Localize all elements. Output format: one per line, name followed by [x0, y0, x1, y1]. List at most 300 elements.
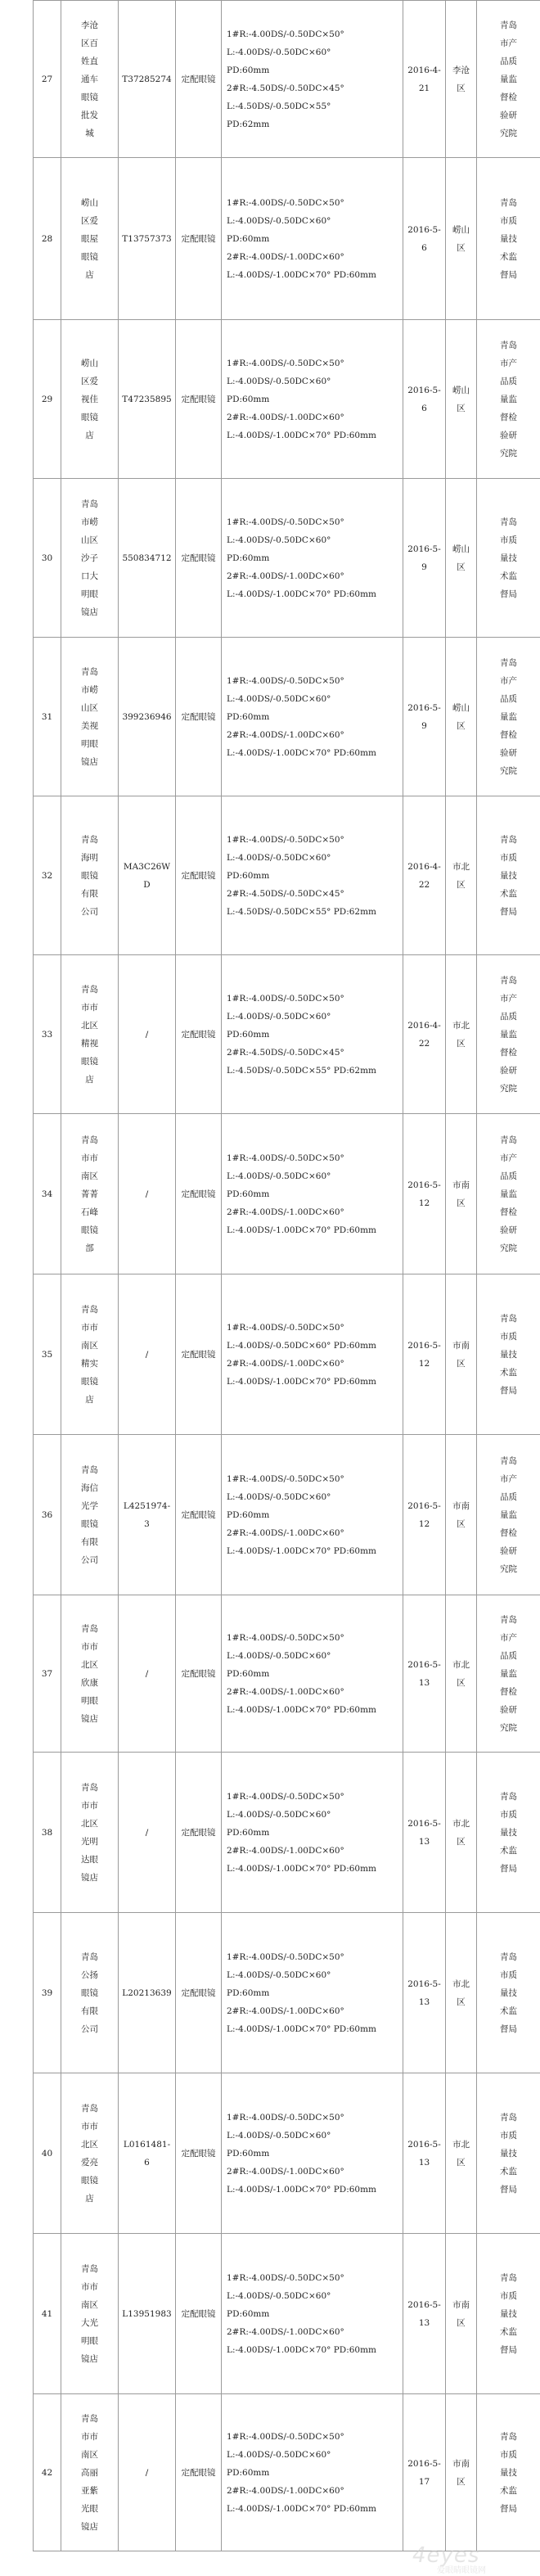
spec-line: 2#R:-4.00DS/-1.00DC×60°	[227, 2166, 344, 2177]
district-cell	[446, 2394, 477, 2551]
organization-cell	[477, 955, 540, 1114]
business-name-cell	[61, 2234, 119, 2394]
spec-line: 1#R:-4.00DS/-0.50DC×50°	[227, 29, 344, 39]
specification-cell	[222, 2394, 403, 2551]
spec-line: PD:60mm	[227, 1509, 270, 1520]
spec-line: L:-4.00DS/-0.50DC×60°	[227, 215, 331, 226]
license-id-cell: T37285274	[119, 1, 176, 158]
spec-line: L:-4.00DS/-1.00DC×70° PD:60mm	[227, 2344, 377, 2355]
specification-cell	[222, 1, 403, 158]
spec-line: L:-4.00DS/-0.50DC×60°	[227, 1809, 331, 1820]
district-cell	[446, 638, 477, 796]
sample-date-cell-text: 2016-5-13	[407, 2299, 441, 2328]
district-cell-text: 李沧区	[452, 65, 470, 93]
spec-line: L:-4.00DS/-1.00DC×70° PD:60mm	[227, 1225, 377, 1235]
business-name-cell-text: 崂山区爱视佳眼镜店	[81, 358, 98, 440]
spec-line: 1#R:-4.00DS/-0.50DC×50°	[227, 517, 344, 527]
product-type-cell-text: 定配眼镜	[181, 233, 216, 244]
product-type-cell-text: 定配眼镜	[181, 2148, 216, 2159]
row-number-cell: 38	[34, 1753, 61, 1913]
product-type-cell	[176, 1114, 222, 1274]
spec-line: PD:60mm	[227, 2308, 270, 2319]
business-name-cell-text: 青岛市市南区高丽亚紫光眼镜店	[81, 2413, 98, 2532]
sample-date-cell	[403, 796, 446, 955]
watermark-brand: 4eyes	[412, 2543, 480, 2568]
spec-line: L:-4.00DS/-0.50DC×60°	[227, 1011, 331, 1022]
product-type-cell	[176, 158, 222, 320]
spec-line: PD:60mm	[227, 870, 270, 881]
business-name-cell-text: 青岛海信光学眼镜有限公司	[81, 1464, 98, 1565]
row-number-cell: 31	[34, 638, 61, 796]
specification-cell	[222, 955, 403, 1114]
spec-line: L:-4.00DS/-1.00DC×70° PD:60mm	[227, 2023, 377, 2034]
organization-cell	[477, 1595, 540, 1753]
license-id-cell: /	[119, 1595, 176, 1753]
product-type-cell	[176, 1595, 222, 1753]
district-cell	[446, 2073, 477, 2234]
table-row	[34, 320, 540, 479]
row-number-cell: 28	[34, 158, 61, 320]
business-name-cell	[61, 2073, 119, 2234]
spec-line: 2#R:-4.50DS/-0.50DC×45°	[227, 888, 344, 899]
row-number-cell: 33	[34, 955, 61, 1114]
table-row	[34, 2394, 540, 2551]
spec-line: 2#R:-4.00DS/-1.00DC×60°	[227, 2005, 344, 2016]
row-number-cell: 34	[34, 1114, 61, 1274]
specification-cell	[222, 796, 403, 955]
specification-cell	[222, 320, 403, 479]
spec-line: L:-4.00DS/-1.00DC×70° PD:60mm	[227, 269, 377, 280]
license-id-cell: L4251974-3	[119, 1435, 176, 1595]
organization-cell	[477, 638, 540, 796]
sample-date-cell-text: 2016-5-9	[407, 544, 441, 572]
district-cell-text: 市南区	[452, 1340, 470, 1369]
district-cell-text: 市北区	[452, 2139, 470, 2168]
specification-cell	[222, 2234, 403, 2394]
product-type-cell-text: 定配眼镜	[181, 1189, 216, 1199]
spec-line: PD:60mm	[227, 1668, 270, 1679]
business-name-cell	[61, 955, 119, 1114]
organization-cell-text: 青岛市质量技术监督局	[500, 1951, 517, 2034]
sample-date-cell-text: 2016-5-17	[407, 2458, 441, 2487]
district-cell	[446, 1595, 477, 1753]
spec-line: 2#R:-4.00DS/-1.00DC×60°	[227, 1845, 344, 1856]
business-name-cell-text: 青岛市市北区欣康明眼镜店	[81, 1623, 98, 1724]
product-type-cell-text: 定配眼镜	[181, 1029, 216, 1040]
table-body	[34, 1, 540, 2551]
sample-date-cell-text: 2016-5-13	[407, 1978, 441, 2007]
business-name-cell-text: 青岛市市北区爱亮眼镜店	[81, 2103, 98, 2204]
organization-cell	[477, 2234, 540, 2394]
organization-cell-text: 青岛市产品质量监督检验研究院	[500, 657, 517, 776]
product-type-cell-text: 定配眼镜	[181, 870, 216, 881]
table-row	[34, 158, 540, 320]
sample-date-cell-text: 2016-4-21	[407, 65, 441, 93]
product-type-cell-text: 定配眼镜	[181, 1827, 216, 1838]
sample-date-cell	[403, 1435, 446, 1595]
product-type-cell	[176, 796, 222, 955]
watermark-logo	[412, 2543, 535, 2575]
sample-date-cell	[403, 1753, 446, 1913]
spec-line: 2#R:-4.00DS/-1.00DC×60°	[227, 1686, 344, 1697]
row-number-cell: 27	[34, 1, 61, 158]
district-cell	[446, 1753, 477, 1913]
spec-line: L:-4.00DS/-0.50DC×60° PD:60mm	[227, 1340, 377, 1351]
district-cell-text: 市北区	[452, 861, 470, 890]
specification-cell	[222, 479, 403, 638]
spec-line: 1#R:-4.00DS/-0.50DC×50°	[227, 1951, 344, 1962]
district-cell-text: 市北区	[452, 1978, 470, 2007]
district-cell-text: 崂山区	[452, 544, 470, 572]
table-row	[34, 1753, 540, 1913]
spec-line: L:-4.50DS/-0.50DC×55° PD:62mm	[227, 906, 377, 917]
organization-cell	[477, 1274, 540, 1435]
spec-line: 1#R:-4.00DS/-0.50DC×50°	[227, 2272, 344, 2283]
sample-date-cell-text: 2016-5-12	[407, 1180, 441, 1208]
district-cell-text: 市南区	[452, 1180, 470, 1208]
product-type-cell	[176, 638, 222, 796]
business-name-cell	[61, 1114, 119, 1274]
spec-line: L:-4.00DS/-0.50DC×60°	[227, 852, 331, 863]
product-type-cell-text: 定配眼镜	[181, 711, 216, 722]
product-type-cell	[176, 2234, 222, 2394]
product-type-cell	[176, 1, 222, 158]
district-cell	[446, 479, 477, 638]
business-name-cell-text: 青岛市市北区光明达眼镜店	[81, 1782, 98, 1883]
sample-date-cell	[403, 1274, 446, 1435]
spec-line: L:-4.00DS/-1.00DC×70° PD:60mm	[227, 1863, 377, 1874]
product-type-cell-text: 定配眼镜	[181, 1509, 216, 1520]
business-name-cell-text: 青岛市市北区精视眼镜店	[81, 984, 98, 1085]
district-cell-text: 市北区	[452, 1659, 470, 1688]
spec-line: L:-4.00DS/-1.00DC×70° PD:60mm	[227, 2503, 377, 2514]
business-name-cell-text: 李沧区百姓直通车眼镜批发城	[81, 20, 98, 138]
product-type-cell-text: 定配眼镜	[181, 2308, 216, 2319]
sample-date-cell	[403, 1114, 446, 1274]
specification-cell	[222, 158, 403, 320]
license-id-cell: /	[119, 1753, 176, 1913]
spec-line: PD:60mm	[227, 711, 270, 722]
spec-line: L:-4.50DS/-0.50DC×55° PD:62mm	[227, 1065, 377, 1076]
license-id-cell: /	[119, 1114, 176, 1274]
row-number-cell: 32	[34, 796, 61, 955]
product-type-cell-text: 定配眼镜	[181, 2467, 216, 2478]
business-name-cell	[61, 638, 119, 796]
business-name-cell-text: 青岛市崂山区美视明眼镜店	[81, 666, 98, 767]
spec-line: 1#R:-4.00DS/-0.50DC×50°	[227, 1632, 344, 1643]
district-cell-text: 市北区	[452, 1818, 470, 1847]
sample-date-cell-text: 2016-5-6	[407, 224, 441, 253]
spec-line: 1#R:-4.00DS/-0.50DC×50°	[227, 2431, 344, 2442]
spec-line: 2#R:-4.00DS/-1.00DC×60°	[227, 251, 344, 262]
spec-line: L:-4.00DS/-1.00DC×70° PD:60mm	[227, 1545, 377, 1556]
sample-date-cell	[403, 955, 446, 1114]
spec-line: 1#R:-4.00DS/-0.50DC×50°	[227, 1791, 344, 1802]
business-name-cell	[61, 1274, 119, 1435]
district-cell	[446, 1435, 477, 1595]
district-cell	[446, 158, 477, 320]
district-cell-text: 市南区	[452, 2458, 470, 2487]
product-type-cell	[176, 320, 222, 479]
spec-line: PD:60mm	[227, 65, 270, 75]
sample-date-cell	[403, 2394, 446, 2551]
table-row	[34, 1435, 540, 1595]
business-name-cell	[61, 1, 119, 158]
product-type-cell	[176, 2073, 222, 2234]
business-name-cell	[61, 1595, 119, 1753]
spec-line: 2#R:-4.00DS/-1.00DC×60°	[227, 412, 344, 422]
organization-cell	[477, 1913, 540, 2073]
business-name-cell	[61, 1913, 119, 2073]
organization-cell	[477, 479, 540, 638]
spec-line: PD:60mm	[227, 394, 270, 404]
table-row	[34, 1, 540, 158]
organization-cell-text: 青岛市质量技术监督局	[500, 2431, 517, 2514]
spec-line: PD:62mm	[227, 119, 270, 129]
product-type-cell	[176, 955, 222, 1114]
row-number-cell: 36	[34, 1435, 61, 1595]
sample-date-cell	[403, 2073, 446, 2234]
license-id-cell: L20213639	[119, 1913, 176, 2073]
sample-date-cell-text: 2016-5-13	[407, 1818, 441, 1847]
table-row	[34, 479, 540, 638]
business-name-cell	[61, 796, 119, 955]
spec-line: 2#R:-4.00DS/-1.00DC×60°	[227, 1207, 344, 1217]
district-cell-text: 崂山区	[452, 224, 470, 253]
organization-cell	[477, 796, 540, 955]
organization-cell-text: 青岛市质量技术监督局	[500, 1313, 517, 1396]
sample-date-cell	[403, 1, 446, 158]
specification-cell	[222, 1913, 403, 2073]
license-id-cell: T47235895	[119, 320, 176, 479]
business-name-cell-text: 青岛海明眼镜有限公司	[81, 834, 98, 917]
spec-line: 1#R:-4.00DS/-0.50DC×50°	[227, 197, 344, 208]
spec-line: L:-4.00DS/-0.50DC×60°	[227, 1650, 331, 1661]
spec-line: 1#R:-4.00DS/-0.50DC×50°	[227, 1473, 344, 1484]
district-cell	[446, 1913, 477, 2073]
license-id-cell: 399236946	[119, 638, 176, 796]
district-cell-text: 市南区	[452, 1500, 470, 1529]
business-name-cell	[61, 1435, 119, 1595]
spec-line: L:-4.50DS/-0.50DC×55°	[227, 101, 331, 111]
product-type-cell-text: 定配眼镜	[181, 1987, 216, 1998]
business-name-cell-text: 崂山区爱眼屋眼镜店	[81, 197, 98, 280]
row-number-cell: 39	[34, 1913, 61, 2073]
product-type-cell-text: 定配眼镜	[181, 74, 216, 84]
row-number-cell: 29	[34, 320, 61, 479]
table-row	[34, 1595, 540, 1753]
organization-cell	[477, 158, 540, 320]
business-name-cell	[61, 320, 119, 479]
organization-cell-text: 青岛市产品质量监督检验研究院	[500, 1135, 517, 1253]
organization-cell-text: 青岛市质量技术监督局	[500, 1791, 517, 1874]
spec-line: 1#R:-4.00DS/-0.50DC×50°	[227, 1153, 344, 1163]
spec-line: 2#R:-4.00DS/-1.00DC×60°	[227, 1358, 344, 1369]
spec-line: L:-4.00DS/-0.50DC×60°	[227, 535, 331, 545]
sample-date-cell-text: 2016-5-6	[407, 385, 441, 413]
spec-line: L:-4.00DS/-1.00DC×70° PD:60mm	[227, 1704, 377, 1715]
specification-cell	[222, 1753, 403, 1913]
sample-date-cell	[403, 320, 446, 479]
sample-date-cell-text: 2016-4-22	[407, 1020, 441, 1049]
organization-cell-text: 青岛市质量技术监督局	[500, 2112, 517, 2195]
district-cell	[446, 1274, 477, 1435]
organization-cell	[477, 1114, 540, 1274]
spec-line: L:-4.00DS/-1.00DC×70° PD:60mm	[227, 589, 377, 599]
spec-line: L:-4.00DS/-1.00DC×70° PD:60mm	[227, 747, 377, 758]
spec-line: PD:60mm	[227, 1987, 270, 1998]
organization-cell-text: 青岛市产品质量监督检验研究院	[500, 975, 517, 1094]
specification-cell	[222, 1274, 403, 1435]
business-name-cell-text: 青岛公扬眼镜有限公司	[81, 1951, 98, 2034]
organization-cell	[477, 1, 540, 158]
row-number-cell: 41	[34, 2234, 61, 2394]
organization-cell-text: 青岛市产品质量监督检验研究院	[500, 20, 517, 138]
organization-cell	[477, 1753, 540, 1913]
sample-date-cell-text: 2016-4-22	[407, 861, 441, 890]
business-name-cell	[61, 1753, 119, 1913]
organization-cell-text: 青岛市质量技术监督局	[500, 517, 517, 599]
sample-date-cell	[403, 1595, 446, 1753]
district-cell-text: 市南区	[452, 2299, 470, 2328]
district-cell	[446, 955, 477, 1114]
product-type-cell-text: 定配眼镜	[181, 553, 216, 563]
license-id-cell: T13757373	[119, 158, 176, 320]
table-row	[34, 1274, 540, 1435]
row-number-cell: 42	[34, 2394, 61, 2551]
spec-line: 2#R:-4.00DS/-1.00DC×60°	[227, 2485, 344, 2496]
license-id-cell: /	[119, 2394, 176, 2551]
sample-date-cell	[403, 1913, 446, 2073]
row-number-cell: 40	[34, 2073, 61, 2234]
spec-line: L:-4.00DS/-1.00DC×70° PD:60mm	[227, 430, 377, 440]
table-row	[34, 796, 540, 955]
specification-cell	[222, 1114, 403, 1274]
spec-line: PD:60mm	[227, 2148, 270, 2159]
organization-cell-text: 青岛市产品质量监督检验研究院	[500, 1614, 517, 1733]
table-row	[34, 638, 540, 796]
sample-date-cell	[403, 2234, 446, 2394]
spec-line: L:-4.00DS/-1.00DC×70° PD:60mm	[227, 1376, 377, 1387]
sample-date-cell-text: 2016-5-12	[407, 1500, 441, 1529]
spec-line: L:-4.00DS/-1.00DC×70° PD:60mm	[227, 2184, 377, 2195]
district-cell-text: 崂山区	[452, 702, 470, 731]
spec-line: 2#R:-4.50DS/-0.50DC×45°	[227, 83, 344, 93]
organization-cell-text: 青岛市质量技术监督局	[500, 2272, 517, 2355]
table-row	[34, 2234, 540, 2394]
district-cell	[446, 2234, 477, 2394]
spec-line: 2#R:-4.50DS/-0.50DC×45°	[227, 1047, 344, 1058]
district-cell	[446, 320, 477, 479]
inspection-results-table	[33, 0, 540, 2551]
spec-line: 1#R:-4.00DS/-0.50DC×50°	[227, 358, 344, 368]
spec-line: L:-4.00DS/-0.50DC×60°	[227, 1171, 331, 1181]
organization-cell	[477, 2073, 540, 2234]
license-id-cell: L0161481-6	[119, 2073, 176, 2234]
spec-line: PD:60mm	[227, 1189, 270, 1199]
spec-line: 1#R:-4.00DS/-0.50DC×50°	[227, 834, 344, 845]
spec-line: L:-4.00DS/-0.50DC×60°	[227, 693, 331, 704]
specification-cell	[222, 1595, 403, 1753]
sample-date-cell	[403, 479, 446, 638]
business-name-cell-text: 青岛市市南区精实眼镜店	[81, 1304, 98, 1405]
sample-date-cell-text: 2016-5-13	[407, 2139, 441, 2168]
organization-cell	[477, 320, 540, 479]
business-name-cell-text: 青岛市市南区菁菁石峰眼镜部	[81, 1135, 98, 1253]
spec-line: 1#R:-4.00DS/-0.50DC×50°	[227, 1322, 344, 1333]
license-id-cell: MA3C26WD	[119, 796, 176, 955]
spec-line: 1#R:-4.00DS/-0.50DC×50°	[227, 2112, 344, 2123]
district-cell-text: 市北区	[452, 1020, 470, 1049]
watermark-tagline: 爱眼睛眼镜网	[437, 2566, 486, 2575]
sample-date-cell	[403, 158, 446, 320]
spec-line: L:-4.00DS/-0.50DC×60°	[227, 1491, 331, 1502]
spec-line: 1#R:-4.00DS/-0.50DC×50°	[227, 993, 344, 1004]
district-cell	[446, 1114, 477, 1274]
district-cell	[446, 796, 477, 955]
sample-date-cell-text: 2016-5-9	[407, 702, 441, 731]
spec-line: PD:60mm	[227, 1827, 270, 1838]
business-name-cell-text: 青岛市崂山区沙子口大明眼镜店	[81, 499, 98, 617]
spec-line: 2#R:-4.00DS/-1.00DC×60°	[227, 729, 344, 740]
spec-line: L:-4.00DS/-0.50DC×60°	[227, 2290, 331, 2301]
license-id-cell: /	[119, 955, 176, 1114]
product-type-cell	[176, 1753, 222, 1913]
organization-cell-text: 青岛市产品质量监督检验研究院	[500, 1455, 517, 1574]
spec-line: PD:60mm	[227, 233, 270, 244]
organization-cell-text: 青岛市产品质量监督检验研究院	[500, 340, 517, 458]
license-id-cell: /	[119, 1274, 176, 1435]
table-row	[34, 2073, 540, 2234]
table-row	[34, 1114, 540, 1274]
sample-date-cell-text: 2016-5-13	[407, 1659, 441, 1688]
spec-line: PD:60mm	[227, 2467, 270, 2478]
business-name-cell	[61, 479, 119, 638]
spec-line: 2#R:-4.00DS/-1.00DC×60°	[227, 571, 344, 581]
product-type-cell	[176, 1274, 222, 1435]
organization-cell-text: 青岛市质量技术监督局	[500, 834, 517, 917]
product-type-cell	[176, 479, 222, 638]
product-type-cell	[176, 1435, 222, 1595]
product-type-cell	[176, 2394, 222, 2551]
spec-line: L:-4.00DS/-0.50DC×60°	[227, 376, 331, 386]
sample-date-cell	[403, 638, 446, 796]
spec-line: L:-4.00DS/-0.50DC×60°	[227, 2130, 331, 2141]
specification-cell	[222, 2073, 403, 2234]
spec-line: L:-4.00DS/-0.50DC×60°	[227, 2449, 331, 2460]
license-id-cell: L13951983	[119, 2234, 176, 2394]
spec-line: 1#R:-4.00DS/-0.50DC×50°	[227, 675, 344, 686]
district-cell-text: 崂山区	[452, 385, 470, 413]
row-number-cell: 35	[34, 1274, 61, 1435]
product-type-cell	[176, 1913, 222, 2073]
organization-cell-text: 青岛市质量技术监督局	[500, 197, 517, 280]
spec-line: PD:60mm	[227, 1029, 270, 1040]
sample-date-cell-text: 2016-5-12	[407, 1340, 441, 1369]
business-name-cell	[61, 158, 119, 320]
organization-cell	[477, 1435, 540, 1595]
spec-line: 2#R:-4.00DS/-1.00DC×60°	[227, 2326, 344, 2337]
specification-cell	[222, 638, 403, 796]
organization-cell	[477, 2394, 540, 2551]
spec-line: 2#R:-4.00DS/-1.00DC×60°	[227, 1527, 344, 1538]
spec-line: L:-4.00DS/-0.50DC×60°	[227, 1969, 331, 1980]
product-type-cell-text: 定配眼镜	[181, 1668, 216, 1679]
product-type-cell-text: 定配眼镜	[181, 394, 216, 404]
spec-line: PD:60mm	[227, 553, 270, 563]
spec-line: L:-4.00DS/-0.50DC×60°	[227, 47, 331, 57]
table-row	[34, 1913, 540, 2073]
